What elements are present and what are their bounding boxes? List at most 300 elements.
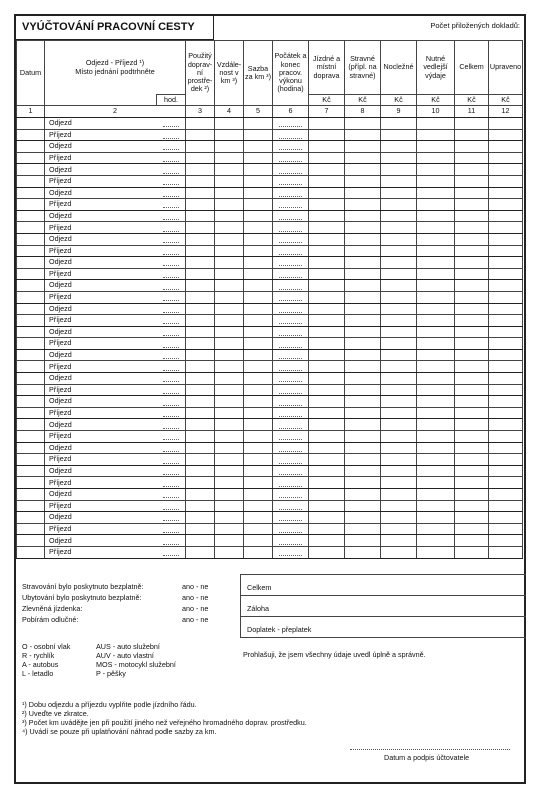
cell-field[interactable] (345, 535, 381, 547)
hour-field[interactable] (157, 315, 186, 327)
cell-field[interactable] (309, 129, 345, 141)
cell-field[interactable] (186, 315, 215, 327)
cell-field[interactable] (17, 280, 45, 292)
cell-field[interactable] (309, 233, 345, 245)
hour-field[interactable] (157, 222, 186, 234)
cell-field[interactable] (345, 268, 381, 280)
cell-field[interactable] (489, 222, 523, 234)
cell-field[interactable] (345, 141, 381, 153)
cell-field[interactable] (17, 373, 45, 385)
cell-field[interactable] (345, 361, 381, 373)
hour-field[interactable] (157, 257, 186, 269)
cell-field[interactable] (417, 407, 455, 419)
cell-field[interactable] (186, 222, 215, 234)
cell-field[interactable] (417, 477, 455, 489)
hour-field[interactable] (157, 407, 186, 419)
cell-field[interactable] (215, 338, 244, 350)
cell-field[interactable] (215, 431, 244, 443)
cell-field[interactable] (381, 326, 417, 338)
cell-field[interactable] (215, 268, 244, 280)
cell-field[interactable] (215, 349, 244, 361)
work-time-field[interactable] (273, 315, 309, 327)
cell-field[interactable] (489, 303, 523, 315)
cell-field[interactable] (309, 489, 345, 501)
cell-field[interactable] (455, 164, 489, 176)
work-time-field[interactable] (273, 407, 309, 419)
cell-field[interactable] (309, 338, 345, 350)
cell-field[interactable] (455, 222, 489, 234)
cell-field[interactable] (17, 465, 45, 477)
cell-field[interactable] (381, 280, 417, 292)
cell-field[interactable] (455, 489, 489, 501)
cell-field[interactable] (489, 338, 523, 350)
cell-field[interactable] (186, 407, 215, 419)
cell-field[interactable] (215, 141, 244, 153)
hour-field[interactable] (157, 152, 186, 164)
cell-field[interactable] (186, 500, 215, 512)
cell-field[interactable] (381, 175, 417, 187)
cell-field[interactable] (17, 210, 45, 222)
cell-field[interactable] (244, 326, 273, 338)
cell-field[interactable] (17, 199, 45, 211)
cell-field[interactable] (417, 164, 455, 176)
cell-field[interactable] (215, 118, 244, 130)
summary-total[interactable]: Celkem (241, 575, 526, 596)
cell-field[interactable] (186, 442, 215, 454)
cell-field[interactable] (309, 431, 345, 443)
work-time-field[interactable] (273, 280, 309, 292)
cell-field[interactable] (381, 442, 417, 454)
cell-field[interactable] (244, 118, 273, 130)
cell-field[interactable] (244, 222, 273, 234)
cell-field[interactable] (186, 361, 215, 373)
cell-field[interactable] (381, 210, 417, 222)
cell-field[interactable] (17, 118, 45, 130)
cell-field[interactable] (417, 431, 455, 443)
cell-field[interactable] (244, 129, 273, 141)
cell-field[interactable] (417, 268, 455, 280)
hour-field[interactable] (157, 338, 186, 350)
hour-field[interactable] (157, 245, 186, 257)
cell-field[interactable] (309, 245, 345, 257)
cell-field[interactable] (345, 280, 381, 292)
cell-field[interactable] (381, 291, 417, 303)
cell-field[interactable] (417, 338, 455, 350)
cell-field[interactable] (381, 315, 417, 327)
cell-field[interactable] (345, 465, 381, 477)
cell-field[interactable] (345, 489, 381, 501)
hour-field[interactable] (157, 546, 186, 558)
cell-field[interactable] (345, 315, 381, 327)
cell-field[interactable] (215, 315, 244, 327)
cell-field[interactable] (381, 118, 417, 130)
cell-field[interactable] (215, 326, 244, 338)
cell-field[interactable] (17, 546, 45, 558)
cell-field[interactable] (455, 407, 489, 419)
cell-field[interactable] (244, 431, 273, 443)
hour-field[interactable] (157, 431, 186, 443)
cell-field[interactable] (455, 523, 489, 535)
cell-field[interactable] (186, 477, 215, 489)
cell-field[interactable] (17, 338, 45, 350)
cell-field[interactable] (309, 152, 345, 164)
cell-field[interactable] (455, 280, 489, 292)
cell-field[interactable] (417, 187, 455, 199)
cell-field[interactable] (381, 454, 417, 466)
cell-field[interactable] (309, 477, 345, 489)
cell-field[interactable] (345, 384, 381, 396)
work-time-field[interactable] (273, 535, 309, 547)
cell-field[interactable] (455, 245, 489, 257)
cell-field[interactable] (455, 291, 489, 303)
work-time-field[interactable] (273, 349, 309, 361)
summary-balance[interactable]: Doplatek - přeplatek (241, 617, 526, 638)
cell-field[interactable] (345, 175, 381, 187)
cell-field[interactable] (17, 222, 45, 234)
cell-field[interactable] (309, 523, 345, 535)
cell-field[interactable] (309, 257, 345, 269)
cell-field[interactable] (381, 419, 417, 431)
cell-field[interactable] (17, 129, 45, 141)
cell-field[interactable] (381, 268, 417, 280)
cell-field[interactable] (345, 338, 381, 350)
cell-field[interactable] (489, 535, 523, 547)
cell-field[interactable] (417, 291, 455, 303)
cell-field[interactable] (489, 489, 523, 501)
cell-field[interactable] (309, 303, 345, 315)
cell-field[interactable] (244, 546, 273, 558)
cell-field[interactable] (309, 454, 345, 466)
cell-field[interactable] (186, 454, 215, 466)
cell-field[interactable] (309, 291, 345, 303)
cell-field[interactable] (345, 500, 381, 512)
cell-field[interactable] (345, 152, 381, 164)
cell-field[interactable] (417, 349, 455, 361)
cell-field[interactable] (455, 349, 489, 361)
cell-field[interactable] (215, 152, 244, 164)
cell-field[interactable] (244, 175, 273, 187)
cell-field[interactable] (381, 407, 417, 419)
cell-field[interactable] (417, 489, 455, 501)
cell-field[interactable] (215, 303, 244, 315)
cell-field[interactable] (489, 431, 523, 443)
cell-field[interactable] (489, 442, 523, 454)
work-time-field[interactable] (273, 465, 309, 477)
cell-field[interactable] (417, 118, 455, 130)
hour-field[interactable] (157, 118, 186, 130)
cell-field[interactable] (17, 396, 45, 408)
cell-field[interactable] (345, 477, 381, 489)
cell-field[interactable] (381, 431, 417, 443)
hour-field[interactable] (157, 454, 186, 466)
cell-field[interactable] (455, 175, 489, 187)
hour-field[interactable] (157, 210, 186, 222)
cell-field[interactable] (215, 222, 244, 234)
cell-field[interactable] (309, 407, 345, 419)
cell-field[interactable] (345, 245, 381, 257)
cell-field[interactable] (455, 268, 489, 280)
cell-field[interactable] (215, 361, 244, 373)
cell-field[interactable] (186, 326, 215, 338)
cell-field[interactable] (309, 373, 345, 385)
cell-field[interactable] (244, 141, 273, 153)
cell-field[interactable] (215, 500, 244, 512)
work-time-field[interactable] (273, 326, 309, 338)
hour-field[interactable] (157, 164, 186, 176)
cell-field[interactable] (381, 489, 417, 501)
cell-field[interactable] (215, 210, 244, 222)
cell-field[interactable] (381, 233, 417, 245)
cell-field[interactable] (309, 465, 345, 477)
cell-field[interactable] (309, 384, 345, 396)
cell-field[interactable] (17, 291, 45, 303)
work-time-field[interactable] (273, 419, 309, 431)
cell-field[interactable] (17, 512, 45, 524)
cell-field[interactable] (215, 164, 244, 176)
cell-field[interactable] (186, 291, 215, 303)
cell-field[interactable] (17, 454, 45, 466)
cell-field[interactable] (417, 222, 455, 234)
hour-field[interactable] (157, 361, 186, 373)
cell-field[interactable] (381, 500, 417, 512)
hour-field[interactable] (157, 280, 186, 292)
cell-field[interactable] (17, 175, 45, 187)
cell-field[interactable] (215, 546, 244, 558)
cell-field[interactable] (417, 326, 455, 338)
hour-field[interactable] (157, 500, 186, 512)
cell-field[interactable] (309, 546, 345, 558)
summary-advance[interactable]: Záloha (241, 596, 526, 617)
cell-field[interactable] (215, 199, 244, 211)
cell-field[interactable] (17, 407, 45, 419)
cell-field[interactable] (489, 326, 523, 338)
cell-field[interactable] (244, 338, 273, 350)
cell-field[interactable] (489, 546, 523, 558)
cell-field[interactable] (215, 477, 244, 489)
cell-field[interactable] (309, 442, 345, 454)
cell-field[interactable] (17, 384, 45, 396)
cell-field[interactable] (215, 291, 244, 303)
cell-field[interactable] (309, 118, 345, 130)
work-time-field[interactable] (273, 245, 309, 257)
cell-field[interactable] (381, 152, 417, 164)
cell-field[interactable] (215, 512, 244, 524)
cell-field[interactable] (244, 303, 273, 315)
cell-field[interactable] (417, 442, 455, 454)
cell-field[interactable] (489, 164, 523, 176)
hour-field[interactable] (157, 465, 186, 477)
cell-field[interactable] (17, 500, 45, 512)
cell-field[interactable] (489, 268, 523, 280)
cell-field[interactable] (381, 535, 417, 547)
work-time-field[interactable] (273, 187, 309, 199)
cell-field[interactable] (345, 512, 381, 524)
cell-field[interactable] (17, 326, 45, 338)
work-time-field[interactable] (273, 373, 309, 385)
cell-field[interactable] (215, 407, 244, 419)
work-time-field[interactable] (273, 454, 309, 466)
cell-field[interactable] (244, 454, 273, 466)
cell-field[interactable] (345, 164, 381, 176)
cell-field[interactable] (17, 361, 45, 373)
cell-field[interactable] (417, 210, 455, 222)
cell-field[interactable] (309, 164, 345, 176)
cell-field[interactable] (345, 396, 381, 408)
cell-field[interactable] (244, 407, 273, 419)
cell-field[interactable] (455, 152, 489, 164)
cell-field[interactable] (455, 210, 489, 222)
cell-field[interactable] (489, 233, 523, 245)
cell-field[interactable] (455, 384, 489, 396)
work-time-field[interactable] (273, 477, 309, 489)
cell-field[interactable] (381, 141, 417, 153)
hour-field[interactable] (157, 268, 186, 280)
cell-field[interactable] (417, 245, 455, 257)
cell-field[interactable] (309, 396, 345, 408)
cell-field[interactable] (417, 396, 455, 408)
cell-field[interactable] (417, 465, 455, 477)
cell-field[interactable] (417, 175, 455, 187)
cell-field[interactable] (489, 187, 523, 199)
cell-field[interactable] (455, 442, 489, 454)
cell-field[interactable] (186, 512, 215, 524)
cell-field[interactable] (489, 141, 523, 153)
cell-field[interactable] (455, 500, 489, 512)
cell-field[interactable] (489, 407, 523, 419)
cell-field[interactable] (381, 257, 417, 269)
cell-field[interactable] (244, 164, 273, 176)
cell-field[interactable] (417, 152, 455, 164)
cell-field[interactable] (309, 326, 345, 338)
cell-field[interactable] (455, 546, 489, 558)
cell-field[interactable] (244, 396, 273, 408)
cell-field[interactable] (489, 454, 523, 466)
hour-field[interactable] (157, 233, 186, 245)
cell-field[interactable] (455, 419, 489, 431)
work-time-field[interactable] (273, 164, 309, 176)
cell-field[interactable] (489, 465, 523, 477)
cell-field[interactable] (186, 210, 215, 222)
work-time-field[interactable] (273, 384, 309, 396)
cell-field[interactable] (309, 361, 345, 373)
cell-field[interactable] (381, 349, 417, 361)
cell-field[interactable] (345, 419, 381, 431)
cell-field[interactable] (489, 175, 523, 187)
cell-field[interactable] (17, 442, 45, 454)
cell-field[interactable] (17, 523, 45, 535)
cell-field[interactable] (381, 129, 417, 141)
cell-field[interactable] (244, 500, 273, 512)
cell-field[interactable] (215, 535, 244, 547)
cell-field[interactable] (455, 361, 489, 373)
cell-field[interactable] (345, 407, 381, 419)
cell-field[interactable] (381, 164, 417, 176)
cell-field[interactable] (244, 187, 273, 199)
work-time-field[interactable] (273, 396, 309, 408)
cell-field[interactable] (345, 303, 381, 315)
cell-field[interactable] (455, 431, 489, 443)
cell-field[interactable] (244, 465, 273, 477)
cell-field[interactable] (417, 233, 455, 245)
cell-field[interactable] (17, 141, 45, 153)
work-time-field[interactable] (273, 523, 309, 535)
work-time-field[interactable] (273, 233, 309, 245)
work-time-field[interactable] (273, 199, 309, 211)
cell-field[interactable] (186, 257, 215, 269)
free-service-choice[interactable]: ano - ne (182, 604, 209, 613)
cell-field[interactable] (381, 477, 417, 489)
cell-field[interactable] (215, 523, 244, 535)
cell-field[interactable] (381, 465, 417, 477)
work-time-field[interactable] (273, 118, 309, 130)
cell-field[interactable] (381, 222, 417, 234)
hour-field[interactable] (157, 442, 186, 454)
cell-field[interactable] (186, 199, 215, 211)
cell-field[interactable] (244, 477, 273, 489)
work-time-field[interactable] (273, 268, 309, 280)
cell-field[interactable] (489, 152, 523, 164)
hour-field[interactable] (157, 303, 186, 315)
cell-field[interactable] (455, 326, 489, 338)
hour-field[interactable] (157, 489, 186, 501)
cell-field[interactable] (309, 535, 345, 547)
cell-field[interactable] (215, 396, 244, 408)
cell-field[interactable] (345, 326, 381, 338)
cell-field[interactable] (417, 419, 455, 431)
cell-field[interactable] (455, 477, 489, 489)
cell-field[interactable] (17, 489, 45, 501)
work-time-field[interactable] (273, 361, 309, 373)
free-service-choice[interactable]: ano - ne (182, 593, 209, 602)
cell-field[interactable] (381, 373, 417, 385)
cell-field[interactable] (455, 338, 489, 350)
cell-field[interactable] (244, 315, 273, 327)
cell-field[interactable] (215, 245, 244, 257)
cell-field[interactable] (381, 546, 417, 558)
cell-field[interactable] (244, 373, 273, 385)
cell-field[interactable] (244, 280, 273, 292)
cell-field[interactable] (489, 280, 523, 292)
cell-field[interactable] (186, 129, 215, 141)
hour-field[interactable] (157, 373, 186, 385)
cell-field[interactable] (215, 187, 244, 199)
cell-field[interactable] (417, 199, 455, 211)
cell-field[interactable] (489, 419, 523, 431)
hour-field[interactable] (157, 141, 186, 153)
cell-field[interactable] (489, 129, 523, 141)
cell-field[interactable] (186, 396, 215, 408)
cell-field[interactable] (17, 233, 45, 245)
cell-field[interactable] (17, 431, 45, 443)
work-time-field[interactable] (273, 141, 309, 153)
cell-field[interactable] (381, 245, 417, 257)
cell-field[interactable] (244, 245, 273, 257)
cell-field[interactable] (309, 512, 345, 524)
cell-field[interactable] (244, 210, 273, 222)
work-time-field[interactable] (273, 210, 309, 222)
cell-field[interactable] (186, 535, 215, 547)
cell-field[interactable] (309, 280, 345, 292)
cell-field[interactable] (17, 257, 45, 269)
cell-field[interactable] (345, 118, 381, 130)
cell-field[interactable] (215, 419, 244, 431)
cell-field[interactable] (215, 233, 244, 245)
cell-field[interactable] (455, 396, 489, 408)
work-time-field[interactable] (273, 338, 309, 350)
work-time-field[interactable] (273, 129, 309, 141)
cell-field[interactable] (186, 280, 215, 292)
cell-field[interactable] (186, 419, 215, 431)
